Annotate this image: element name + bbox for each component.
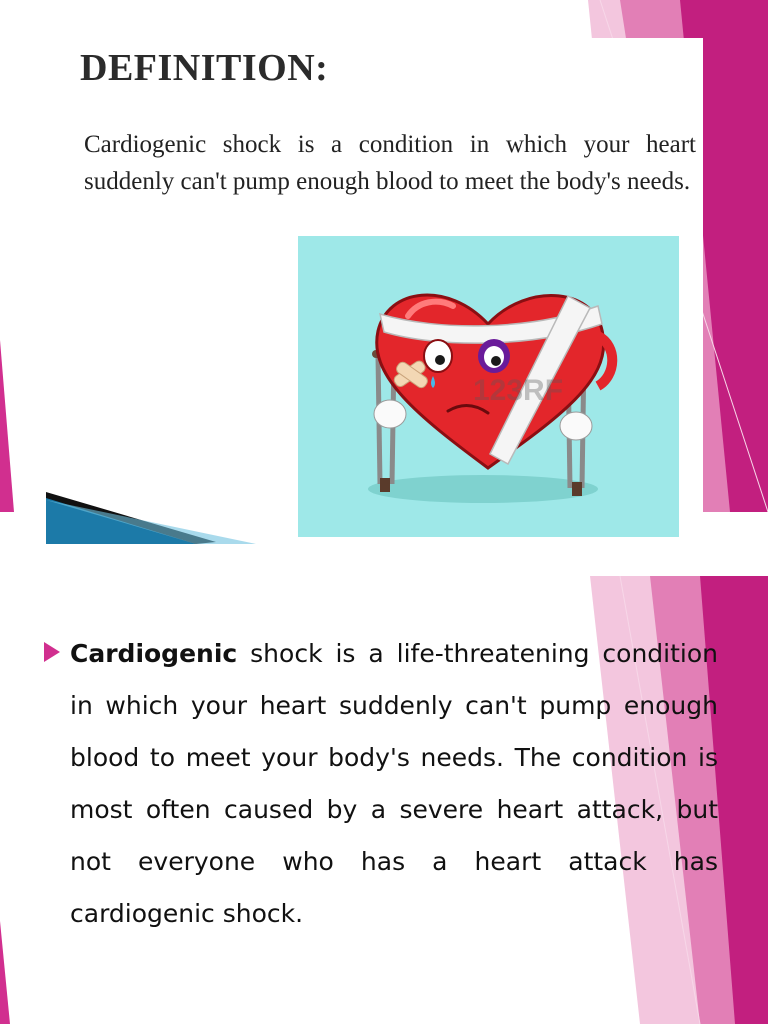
definition-title: DEFINITION: [80,47,329,89]
watermark-text: 123RF [473,374,564,407]
bullet-text: shock is a life-threatening condition in which your heart suddenly can't pump enough blood to meet your body's needs. The condition is most often caused by a severe heart attack, but not everyone who has a heart attack has cardiogenic shock. [70,639,718,928]
blue-wedge-decoration [46,490,306,544]
bullet-paragraph [70,628,718,940]
definition-text: Cardiogenic shock is a condition in which your heart suddenly can't pump enough blood to meet the body's needs. [84,131,696,195]
definition-image [46,38,703,544]
triangle-arrow-icon [44,642,60,662]
heart-illustration [298,236,679,537]
bullet-lead: Cardiogenic [70,639,238,668]
